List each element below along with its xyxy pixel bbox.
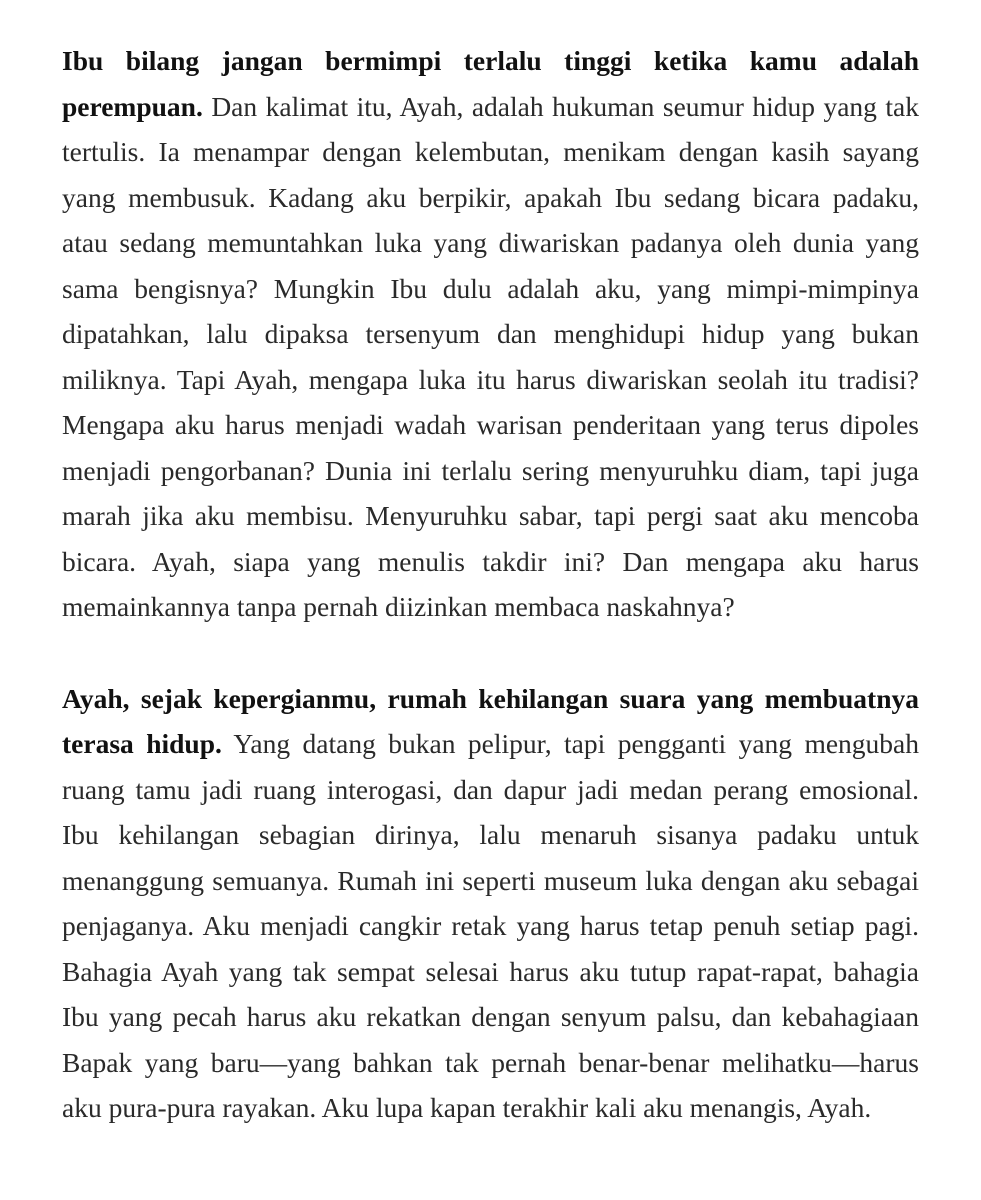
paragraph-1 xyxy=(62,38,919,630)
document-page xyxy=(62,38,919,1131)
paragraph-2-lead: Ayah, sejak kepergianmu, rumah kehilangan suara yang membuatnya terasa hidup. xyxy=(62,682,919,759)
paragraph-1-lead: Ibu bilang jangan bermimpi terlalu tinggi ketika kamu adalah perempuan. xyxy=(62,45,919,122)
paragraph-1-body: Dan kalimat itu, Ayah, adalah hukuman seumur hidup yang tak tertulis. Ia menampar dengan kelembutan, menikam dengan kasih sayang yang membusuk. Kadang aku berpikir, apakah Ibu sedang bicara padaku, atau sedang memuntahkan luka yang diwariskan padanya oleh dunia yang sama bengisnya? Mungkin Ibu dulu adalah aku, yang mimpi-mimpinya dipatahkan, lalu dipaksa tersenyum dan menghidupi hidup yang bukan miliknya. Tapi Ayah, mengapa luka itu harus diwariskan seolah itu tradisi? Mengapa aku harus menjadi wadah warisan penderitaan yang terus dipoles menjadi pengorbanan? Dunia ini terlalu sering menyuruhku diam, tapi juga marah jika aku membisu. Menyuruhku sabar, tapi pergi saat aku mencoba bicara. Ayah, siapa yang menulis takdir ini? Dan mengapa aku harus memainkannya tanpa pernah diizinkan membaca naskahnya? xyxy=(62,90,919,622)
paragraph-2 xyxy=(62,676,919,1131)
paragraph-2-body: Yang datang bukan pelipur, tapi pengganti yang mengubah ruang tamu jadi ruang interogasi, dan dapur jadi medan perang emosional. Ibu kehilangan sebagian dirinya, lalu menaruh sisanya padaku untuk menanggung semuanya. Rumah ini seperti museum luka dengan aku sebagai penjaganya. Aku menjadi cangkir retak yang harus tetap penuh setiap pagi. Bahagia Ayah yang tak sempat selesai harus aku tutup rapat-rapat, bahagia Ibu yang pecah harus aku rekatkan dengan senyum palsu, dan kebahagiaan Bapak yang baru—yang bahkan tak pernah benar-benar melihatku—harus aku pura-pura rayakan. Aku lupa kapan terakhir kali aku menangis, Ayah. xyxy=(62,728,920,1123)
